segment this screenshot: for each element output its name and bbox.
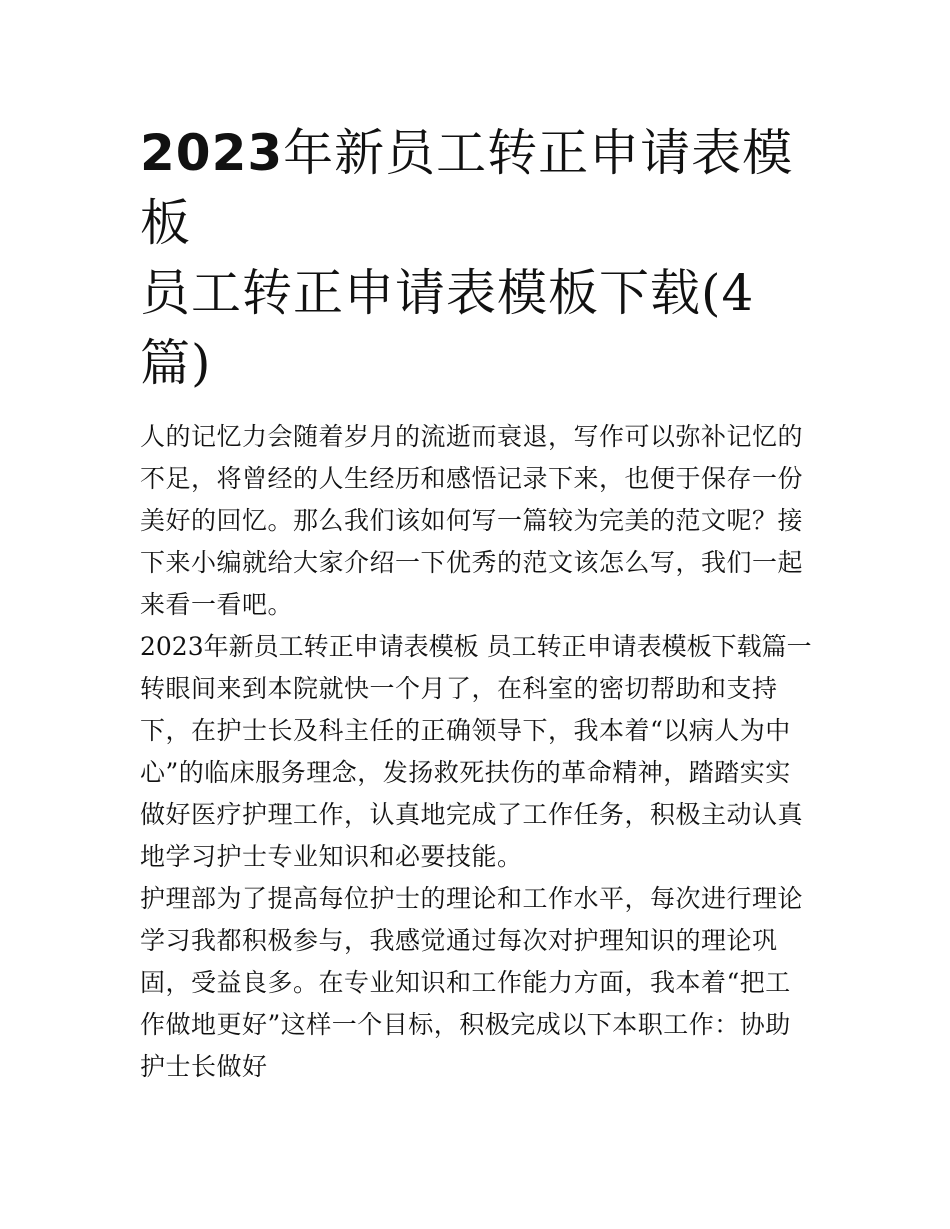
document-title — [140, 118, 812, 398]
body-paragraph-2: 护理部为了提高每位护士的理论和工作水平，每次进行理论学习我都积极参与，我感觉通过每次对护理知识的理论巩固，受益良多。在专业知识和工作能力方面，我本着“把工作做地更好”这样一个目标，积极完成以下本职工作：协助护士长做好 — [140, 884, 804, 1081]
title-line2: 员工转正申请表模板下载(4 — [140, 264, 755, 322]
document-content — [140, 118, 812, 1088]
title-line3: 篇) — [140, 334, 212, 392]
intro-paragraph: 人的记忆力会随着岁月的流逝而衰退，写作可以弥补记忆的不足，将曾经的人生经历和感悟记录下来，也便于保存一份美好的回忆。那么我们该如何写一篇较为完美的范文呢？接下来小编就给大家介绍一下优秀的范文该怎么写，我们一起来看一看吧。 — [140, 422, 804, 619]
document-body — [140, 416, 812, 1088]
title-year: 2023 — [140, 124, 284, 182]
section-heading: 2023年新员工转正申请表模板 员工转正申请表模板下载篇一 — [140, 632, 812, 661]
body-paragraph-1: 转眼间来到本院就快一个月了，在科室的密切帮助和支持下，在护士长及科主任的正确领导下，我本着“以病人为中心”的临床服务理念，发扬救死扶伤的革命精神，踏踏实实做好医疗护理工作，认真地完成了工作任务，积极主动认真地学习护士专业知识和必要技能。 — [140, 674, 804, 871]
title-line1-rest: 年新员工转正申请表模板 — [140, 124, 794, 252]
